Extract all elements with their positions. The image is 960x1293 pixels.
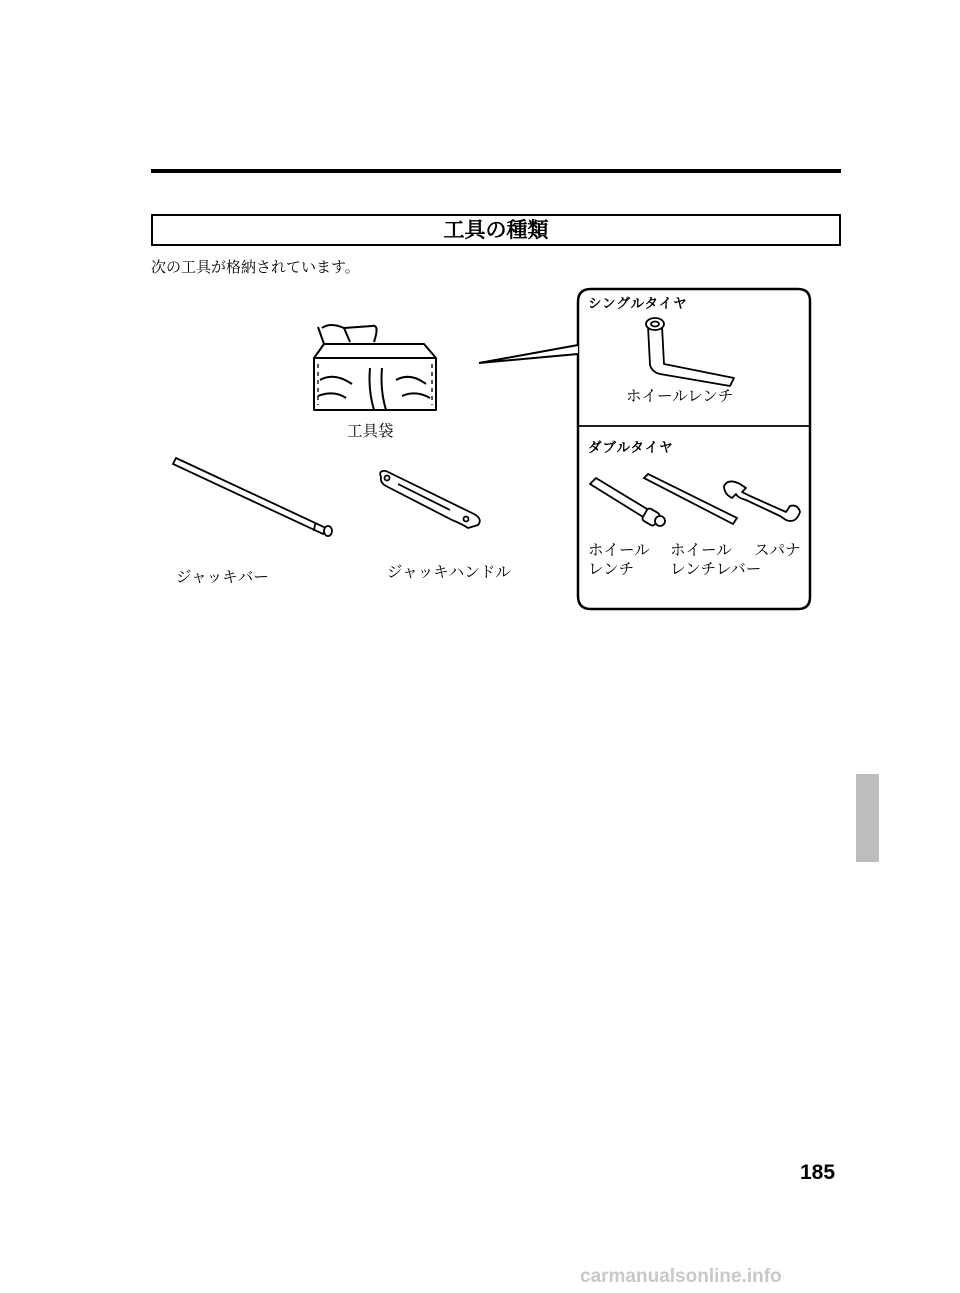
chapter-side-tab [856,774,879,862]
single-wheel-wrench-label: ホイールレンチ [626,387,734,405]
tool-bag-label: 工具袋 [347,422,394,440]
wrench-lever-label-line2: レンチレバー [670,560,762,578]
jack-bar-label: ジャッキバー [176,568,269,586]
double-tire-heading: ダブルタイヤ [588,440,674,456]
double-wheel-wrench-label-line1: ホイール [588,541,650,559]
jack-bar-drawing [173,458,332,536]
jack-handle-label: ジャッキハンドル [387,563,511,581]
section-title: 工具の種類 [151,214,841,246]
tool-bag-drawing [314,325,436,410]
page-number: 185 [800,1161,836,1184]
spanner-label: スパナ [754,541,801,559]
double-wheel-wrench-label-line2: レンチ [588,560,635,578]
intro-text: 次の工具が格納されています。 [151,258,360,276]
single-tire-heading: シングルタイヤ [588,296,688,312]
jack-handle-drawing [380,471,480,528]
watermark: carmanualsonline.info [580,1266,782,1287]
wrench-lever-label-line1: ホイール [670,541,732,559]
